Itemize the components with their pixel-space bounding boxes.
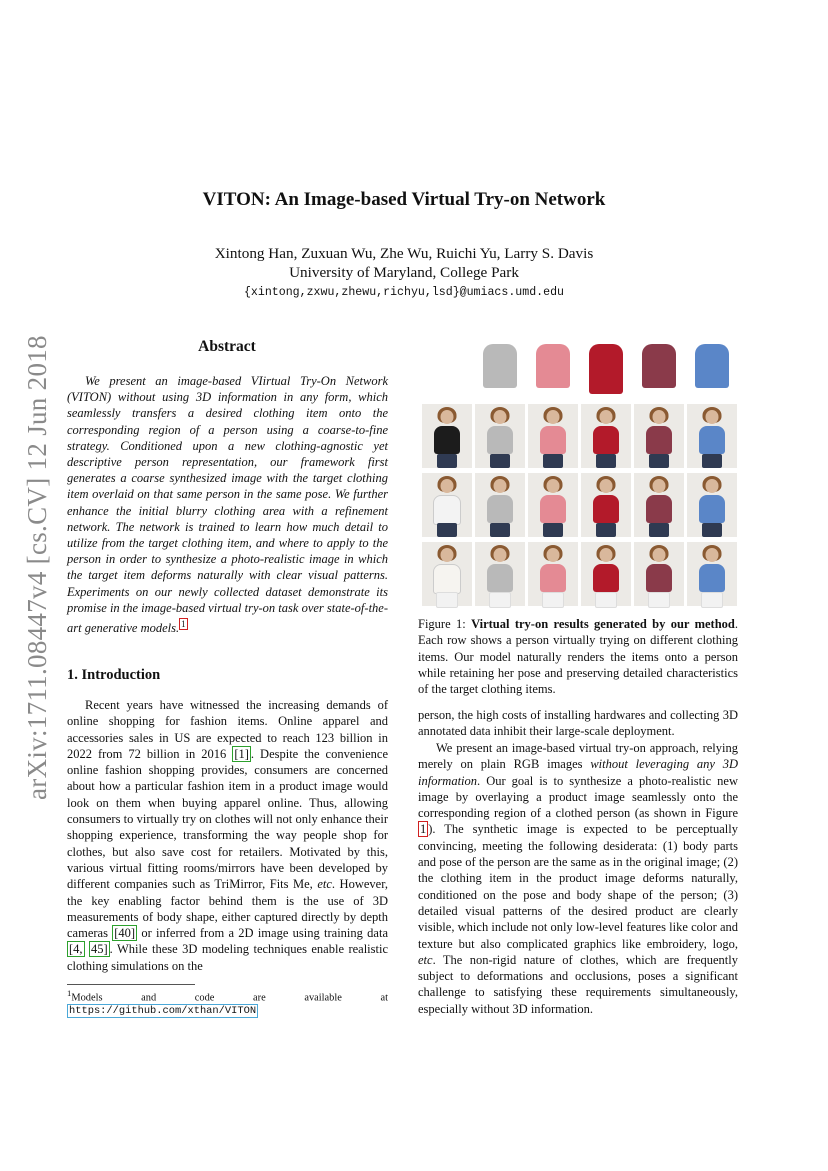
person-top — [433, 564, 461, 594]
garment-image-pink-tee — [528, 336, 578, 396]
figure-1-grid — [422, 336, 738, 608]
intro-paragraph: Recent years have witnessed the increasing demands of online shopping for fashion items. Online apparel and accessories sales in US are expected to reach 123 billion in 2022 from 72 billion in 2016 [1] . Despite the convenience online fashion shopping provides, consumers are concerned about how a particular fashion item in a product image would look on them when buying apparel online. Thus, allowing consumers to virtually try on clothes will not only enhance their shopping experience, transforming the way people shop for clothes, but also save cost for retailers. Motivated by this, various virtual fitting rooms/mirrors have been developed by different companies such as TriMirror, Fits Me, etc. However, the key enabling factor behind them is the use of 3D measurements of body shape, either captured directly by depth cameras [40] or inferred from a 2D image using training data [4, 45] . While these 3D modeling techniques enable realistic clothing simulations on the — [67, 698, 389, 973]
person-bottoms — [489, 592, 511, 608]
person-top — [646, 564, 672, 592]
try-on-result-image — [634, 404, 684, 468]
person-bottoms — [595, 592, 617, 608]
person-head — [653, 410, 666, 424]
try-on-result-image — [581, 404, 631, 468]
person-top — [593, 495, 619, 523]
try-on-result-image — [687, 404, 737, 468]
person-top — [540, 426, 566, 454]
person-head — [494, 548, 507, 562]
reference-person-image — [422, 404, 472, 468]
person-head — [600, 410, 613, 424]
try-on-result-image — [475, 542, 525, 606]
garment-shape — [536, 344, 570, 388]
try-on-result-image — [634, 473, 684, 537]
reference-person-image — [422, 473, 472, 537]
try-on-result-image — [475, 404, 525, 468]
person-top — [540, 495, 566, 523]
person-bottoms — [543, 454, 563, 468]
try-on-result-image — [528, 473, 578, 537]
try-on-result-image — [687, 542, 737, 606]
garment-image-grey-graphic-tee — [475, 336, 525, 396]
person-head — [547, 479, 560, 493]
person-bottoms — [596, 454, 616, 468]
person-bottoms — [596, 523, 616, 537]
person-head — [441, 479, 454, 493]
person-top — [433, 495, 461, 525]
try-on-result-image — [581, 542, 631, 606]
person-bottoms — [649, 523, 669, 537]
abstract-text: We present an image-based VIirtual Try-On Network (VITON) without using 3D information in any form, which seamlessly transfers a desired clothing item onto the corresponding region of a person using a coarse-to-fine strategy. Conditioned upon a new clothing-agnostic yet descriptive person representation, our framework first generates a coarse synthesized image with the target clothing item overlaid on that same person in the same pose. We further enhance the initial blurry clothing area with a refinement network. The network is trained to learn how much detail to utilize from the target clothing item, and where to apply to the person in order to synthesize a photo-realistic image in which the target item deforms naturally with clear visual patterns. Experiments on our newly collected dataset demonstrate its promise in the image-based virtual try-on task over state-of-the-art generative models. $^1$ — [67, 374, 388, 636]
person-head — [441, 548, 454, 562]
person-top — [593, 426, 619, 454]
paper-title: VITON: An Image-based Virtual Try-on Network — [202, 189, 606, 210]
section-heading-introduction: 1. Introduction — [67, 667, 161, 683]
person-bottoms — [543, 523, 563, 537]
person-bottoms — [702, 454, 722, 468]
footnote-rule — [67, 984, 195, 985]
citation-link[interactable]: [40] — [114, 926, 136, 941]
person-top — [487, 564, 513, 592]
person-bottoms — [648, 592, 670, 608]
person-head — [600, 548, 613, 562]
garment-image-red-long-sleeve — [581, 336, 631, 396]
person-bottoms — [702, 523, 722, 537]
person-bottoms — [436, 592, 458, 608]
author-emails: {xintong,zxwu,zhewu,richyu,lsd}@umiacs.umd.edu — [243, 286, 565, 299]
person-top — [699, 495, 725, 523]
person-head — [653, 548, 666, 562]
citation-link[interactable]: [4, — [69, 942, 83, 957]
person-head — [547, 548, 560, 562]
person-top — [487, 426, 513, 454]
person-top — [487, 495, 513, 523]
person-head — [706, 548, 719, 562]
try-on-result-image — [634, 542, 684, 606]
person-bottoms — [649, 454, 669, 468]
garment-image-blue-floral-tee — [687, 336, 737, 396]
code-url-link[interactable]: https://github.com/xthan/VITON — [69, 1005, 257, 1018]
author-block — [0, 244, 808, 282]
person-head — [494, 410, 507, 424]
garment-shape — [589, 344, 623, 394]
garment-shape — [642, 344, 676, 388]
person-bottoms — [437, 454, 457, 468]
person-head — [547, 410, 560, 424]
right-column-paragraph-2: We present an image-based virtual try-on approach, relying merely on plain RGB images without leveraging any 3D information. Our goal is to synthesize a photo-realistic new image by overlaying a product image seamlessly onto the corresponding region of a clothed person (as shown in Figure 1 ). The synthetic image is expected to be perceptually convincing, meeting the following desiderata: (1) body parts and pose of the person are the same as in the original image; (2) the clothing item in the product image deforms naturally, conditioned on the pose and body shape of the person; (3) detailed visual patterns of the desired product are clearly visible, which include not only low-level features like color and texture but also complicated graphics like embroidery, logo, etc. The non-rigid nature of clothes, which are frequently subject to deformations and occlusions, poses a significant challenge to satisfying these requirements simultaneously, especially without 3D information. — [418, 741, 738, 1016]
person-top — [699, 564, 725, 592]
person-head — [706, 410, 719, 424]
person-head — [653, 479, 666, 493]
person-head — [600, 479, 613, 493]
person-top — [699, 426, 725, 454]
person-head — [441, 410, 454, 424]
person-head — [706, 479, 719, 493]
person-bottoms — [701, 592, 723, 608]
try-on-result-image — [528, 404, 578, 468]
person-top — [646, 426, 672, 454]
person-bottoms — [490, 454, 510, 468]
try-on-result-image — [687, 473, 737, 537]
garment-image-patterned-tee — [634, 336, 684, 396]
affiliation: University of Maryland, College Park — [289, 264, 519, 281]
abstract-heading: Abstract — [198, 338, 256, 355]
person-head — [494, 479, 507, 493]
author-list: Xintong Han, Zuxuan Wu, Zhe Wu, Ruichi Yu, Larry S. Davis — [214, 245, 594, 262]
citation-link[interactable]: [1] — [234, 746, 249, 761]
person-top — [593, 564, 619, 592]
person-bottoms — [542, 592, 564, 608]
figure-1-caption: Figure 1: Virtual try-on results generated by our method. Each row shows a person virtually trying on different clothing items. Our model naturally renders the items onto a person while retaining her pose and preserving detailed characteristics of the target clothing items. — [418, 617, 738, 697]
citation-link[interactable]: 45] — [91, 942, 108, 957]
arxiv-identifier: arXiv:1711.08447v4 [cs.CV] 12 Jun 2018 — [22, 335, 52, 800]
person-top — [646, 495, 672, 523]
reference-person-image — [422, 542, 472, 606]
person-top — [434, 426, 460, 454]
person-bottoms — [437, 523, 457, 537]
garment-shape — [483, 344, 517, 388]
garment-shape — [695, 344, 729, 388]
right-column-paragraph-1: person, the high costs of installing hardwares and collecting 3D annotated data inhibit their large-scale deployment. — [418, 708, 738, 739]
figure-reference-link[interactable]: 1 — [420, 822, 427, 837]
footnote-marker[interactable]: 1 — [181, 619, 186, 630]
try-on-result-image — [528, 542, 578, 606]
footnote: $^1$Models and code are available at https://github.com/xthan/VITON — [67, 988, 388, 1018]
try-on-result-image — [581, 473, 631, 537]
person-top — [540, 564, 566, 592]
person-bottoms — [490, 523, 510, 537]
try-on-result-image — [475, 473, 525, 537]
